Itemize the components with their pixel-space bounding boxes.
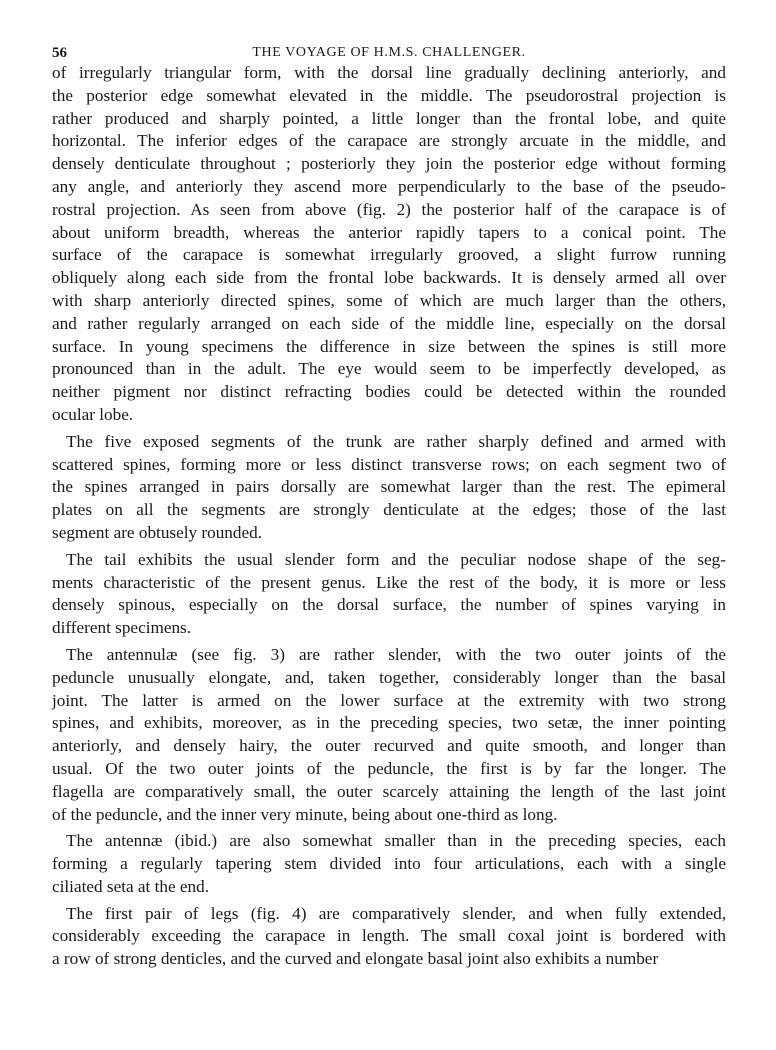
text-line: and rather regularly arranged on each side of the middle line, especially on the dorsal (52, 313, 726, 333)
text-line: segment are obtusely rounded. (52, 522, 263, 542)
text-line: surface. In young specimens the difference in size between the spines is still more (52, 336, 726, 356)
text-line: different specimens. (52, 618, 192, 638)
text-line: peduncle unusually elongate, and, taken together, considerably longer than the basal (52, 667, 726, 687)
paragraph (52, 830, 726, 898)
text-line: ocular lobe. (52, 404, 134, 424)
paragraph (52, 62, 726, 427)
text-line: considerably exceeding the carapace in length. The small coxal joint is bordered with (52, 926, 726, 946)
text-line: rostral projection. As seen from above (fig. 2) the posterior half of the carapace is of (52, 199, 726, 219)
text-line: The antennæ (ibid.) are also somewhat smaller than in the preceding species, each (66, 831, 726, 851)
text-line: a row of strong denticles, and the curved and elongate basal joint also exhibits a number (52, 949, 659, 969)
text-line: spines, and exhibits, moreover, as in the preceding species, two setæ, the inner pointing (52, 713, 726, 733)
text-line: The five exposed segments of the trunk are rather sharply defined and armed with (66, 431, 726, 451)
text-line: The tail exhibits the usual slender form and the peculiar nodose shape of the seg- (66, 549, 726, 569)
text-line: obliquely along each side from the frontal lobe backwards. It is densely armed all over (52, 268, 726, 288)
text-line: plates on all the segments are strongly denticulate at the edges; those of the last (52, 500, 726, 520)
text-line: The first pair of legs (fig. 4) are comparatively slender, and when fully extended, (66, 903, 726, 923)
text-line: The antennulæ (see fig. 3) are rather slender, with the two outer joints of the (66, 644, 726, 664)
text-line: flagella are comparatively small, the outer scarcely attaining the length of the last joint (52, 781, 726, 801)
text-line: the posterior edge somewhat elevated in the middle. The pseudorostral projection is (52, 85, 726, 105)
text-line: horizontal. The inferior edges of the carapace are strongly arcuate in the middle, and (52, 131, 726, 151)
text-line: about uniform breadth, whereas the anterior rapidly tapers to a conical point. The (52, 222, 726, 242)
text-line: surface of the carapace is somewhat irregularly grooved, a slight furrow running (52, 245, 726, 265)
paragraph (52, 903, 726, 971)
text-line: scattered spines, forming more or less distinct transverse rows; on each segment two of (52, 454, 726, 474)
text-line: any angle, and anteriorly they ascend more perpendicularly to the base of the pseudo- (52, 176, 726, 196)
text-line: ciliated seta at the end. (52, 876, 210, 896)
text-line: neither pigment nor distinct refracting bodies could be detected within the rounded (52, 382, 726, 402)
text-line: with sharp anteriorly directed spines, some of which are much larger than the others, (52, 290, 726, 310)
text-line: of irregularly triangular form, with the dorsal line gradually declining anteriorly, and (52, 63, 726, 82)
text-line: joint. The latter is armed on the lower surface at the extremity with two strong (52, 690, 726, 710)
text-line: forming a regularly tapering stem divided into four articulations, each with a single (52, 854, 726, 874)
text-line: densely spinous, especially on the dorsal surface, the number of spines varying in (52, 595, 726, 615)
text-line: pronounced than in the adult. The eye would seem to be imperfectly developed, as (52, 359, 726, 379)
body-text (52, 62, 726, 971)
paragraph (52, 549, 726, 640)
running-title: THE VOYAGE OF H.M.S. CHALLENGER. (252, 45, 526, 60)
text-line: usual. Of the two outer joints of the peduncle, the first is by far the longer. The (52, 758, 726, 778)
text-line: of the peduncle, and the inner very minute, being about one-third as long. (52, 804, 558, 824)
paragraph (52, 431, 726, 545)
text-line: rather produced and sharply pointed, a little longer than the frontal lobe, and quite (52, 108, 726, 128)
text-line: densely denticulate throughout ; posteriorly they join the posterior edge without forming (52, 154, 726, 174)
text-line: the spines arranged in pairs dorsally are somewhat larger than the rest. The epimeral (52, 477, 726, 497)
paragraph (52, 644, 726, 826)
text-line: ments characteristic of the present genus. Like the rest of the body, it is more or less (52, 572, 726, 592)
page-number: 56 (52, 45, 67, 61)
text-line: anteriorly, and densely hairy, the outer recurved and quite smooth, and longer than (52, 736, 726, 756)
